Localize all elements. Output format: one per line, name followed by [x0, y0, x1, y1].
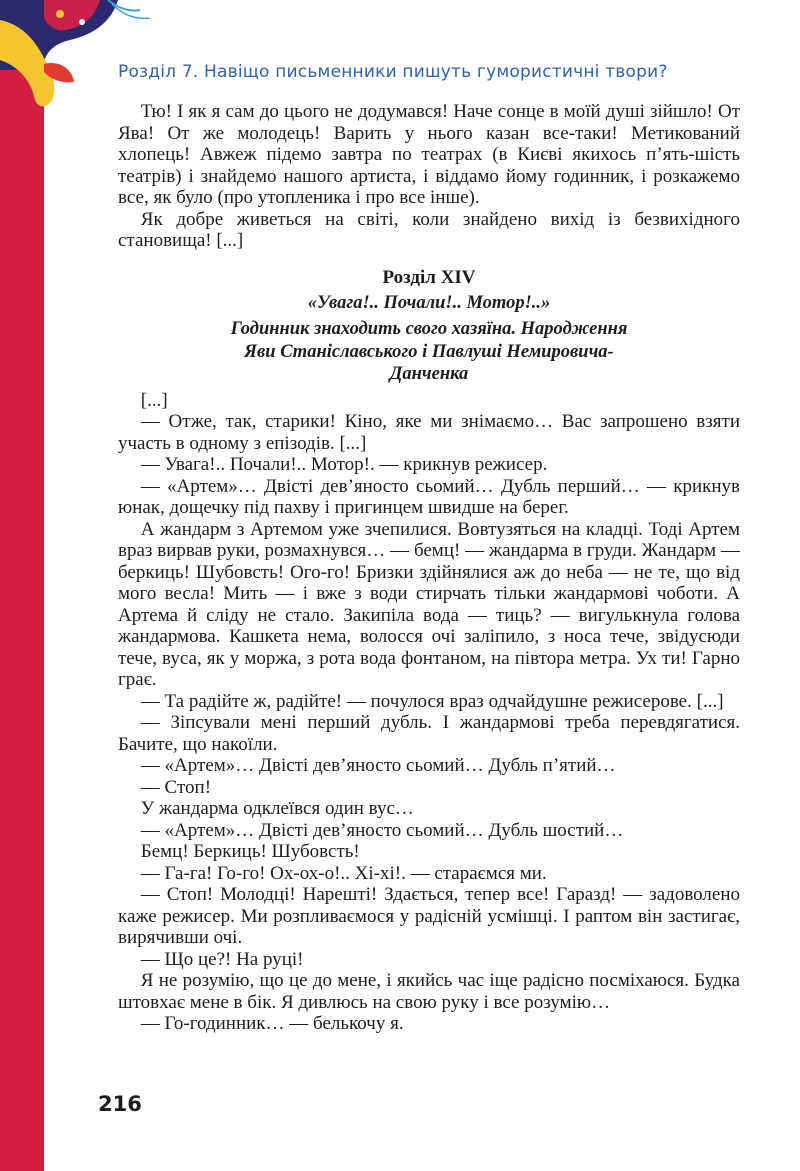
- section-header: Розділ 7. Навіщо письменники пишуть гумористичні твори?: [118, 62, 668, 82]
- chapter-epigraph: «Увага!.. Почали!.. Мотор!..»: [307, 292, 551, 313]
- paragraph: [...]: [140, 389, 168, 411]
- paragraph: У жандарма одклеївся один вус…: [140, 798, 414, 819]
- paragraph: — Зіпсували мені перший дубль. І жандармові треба перевдягатися. Бачите, що накоїли.: [118, 712, 740, 755]
- paragraph: — Отже, так, старики! Кіно, яке ми знімаємо… Вас запрошено взяти участь в одному з епізодів. [...]: [118, 411, 740, 454]
- paragraph: — «Артем»… Двісті дев’яносто сьомий… Дубль перший… — крикнув юнак, дощечку під пахву і пригинцем швидше на берег.: [118, 475, 740, 518]
- paragraph: — Стоп! Молодці! Нарешті! Здається, тепер все! Гаразд! — задоволено каже режисер. Ми розпливаємося у радісній усмішці. І раптом він застигає, вирячивши очі.: [118, 884, 740, 948]
- paragraph: — «Артем»… Двісті дев’яносто сьомий… Дубль п’ятий…: [140, 755, 616, 776]
- paragraph: — «Артем»… Двісті дев’яносто сьомий… Дубль шостий…: [140, 819, 624, 841]
- chapter-title: Розділ XIV: [382, 266, 476, 288]
- paragraph: Бемц! Беркиць! Шубовсть!: [140, 841, 360, 862]
- paragraph: А жандарм з Артемом уже зчепилися. Вовтузяться на кладці. Тоді Артем враз вирвав руки, розмахнувся… — бемц! — жандарма в груди. Жандарм — беркиць! Шубовсть! Ого-го! Бризки здійнялися аж до неба — не те, що від мого весла! Мить — і вже з води стирчать тільки жандармові чоботи. А Артема й сліду не стало. Закипіла вода — тиць? — вигулькнула голова жандармова. Кашкета нема, волосся очі заліпило, з носа тече, звідусюди тече, вуса, як у моржа, з рота вода фонтаном, на півтора метра. Ух ти! Гарно грає.: [118, 518, 740, 690]
- page-number: 216: [98, 1092, 142, 1116]
- paragraph: — Увага!.. Почали!.. Мотор!. — крикнув режисер.: [140, 454, 548, 475]
- page-content: [118, 101, 740, 1035]
- paragraph: — Стоп!: [140, 776, 212, 798]
- paragraph: — Га-га! Го-го! Ох-ох-о!.. Хі-хі!. — стараємся ми.: [140, 862, 547, 884]
- paragraph: Тю! І як я сам до цього не додумався! Наче сонце в моїй душі зійшло! От Ява! От же молодець! Варить у нього казан все-таки! Метикований хлопець! Авжеж підемо завтра по театрах (в Києві якихось п’ять-шість театрів) і знайдемо нашого артиста, і віддамо йому годинник, і розкажемо все, як було (про утопленика і про все інше).: [118, 101, 740, 208]
- chapter-heading: [118, 266, 740, 386]
- paragraph: Я не розумію, що це до мене, і якийсь час іще радісно посміхаюся. Будка штовхає мене в бік. Я дивлюсь на свою руку і все розумію…: [118, 970, 740, 1013]
- paragraph: — Го-годинник… — белькочу я.: [140, 1013, 404, 1034]
- paragraph: — Що це?! На руці!: [140, 948, 304, 970]
- paragraph: Як добре живеться на світі, коли знайдено вихід із безвихідного становища! [...]: [118, 208, 740, 251]
- red-side-strip: [0, 0, 44, 1171]
- chapter-subtitle: Годинник знаходить свого хазяїна. Народження Яви Станіславського і Павлуші Немировича-Данченка: [230, 319, 628, 384]
- paragraph: — Та радійте ж, радійте! — почулося враз одчайдушне режисерове. [...]: [140, 690, 724, 712]
